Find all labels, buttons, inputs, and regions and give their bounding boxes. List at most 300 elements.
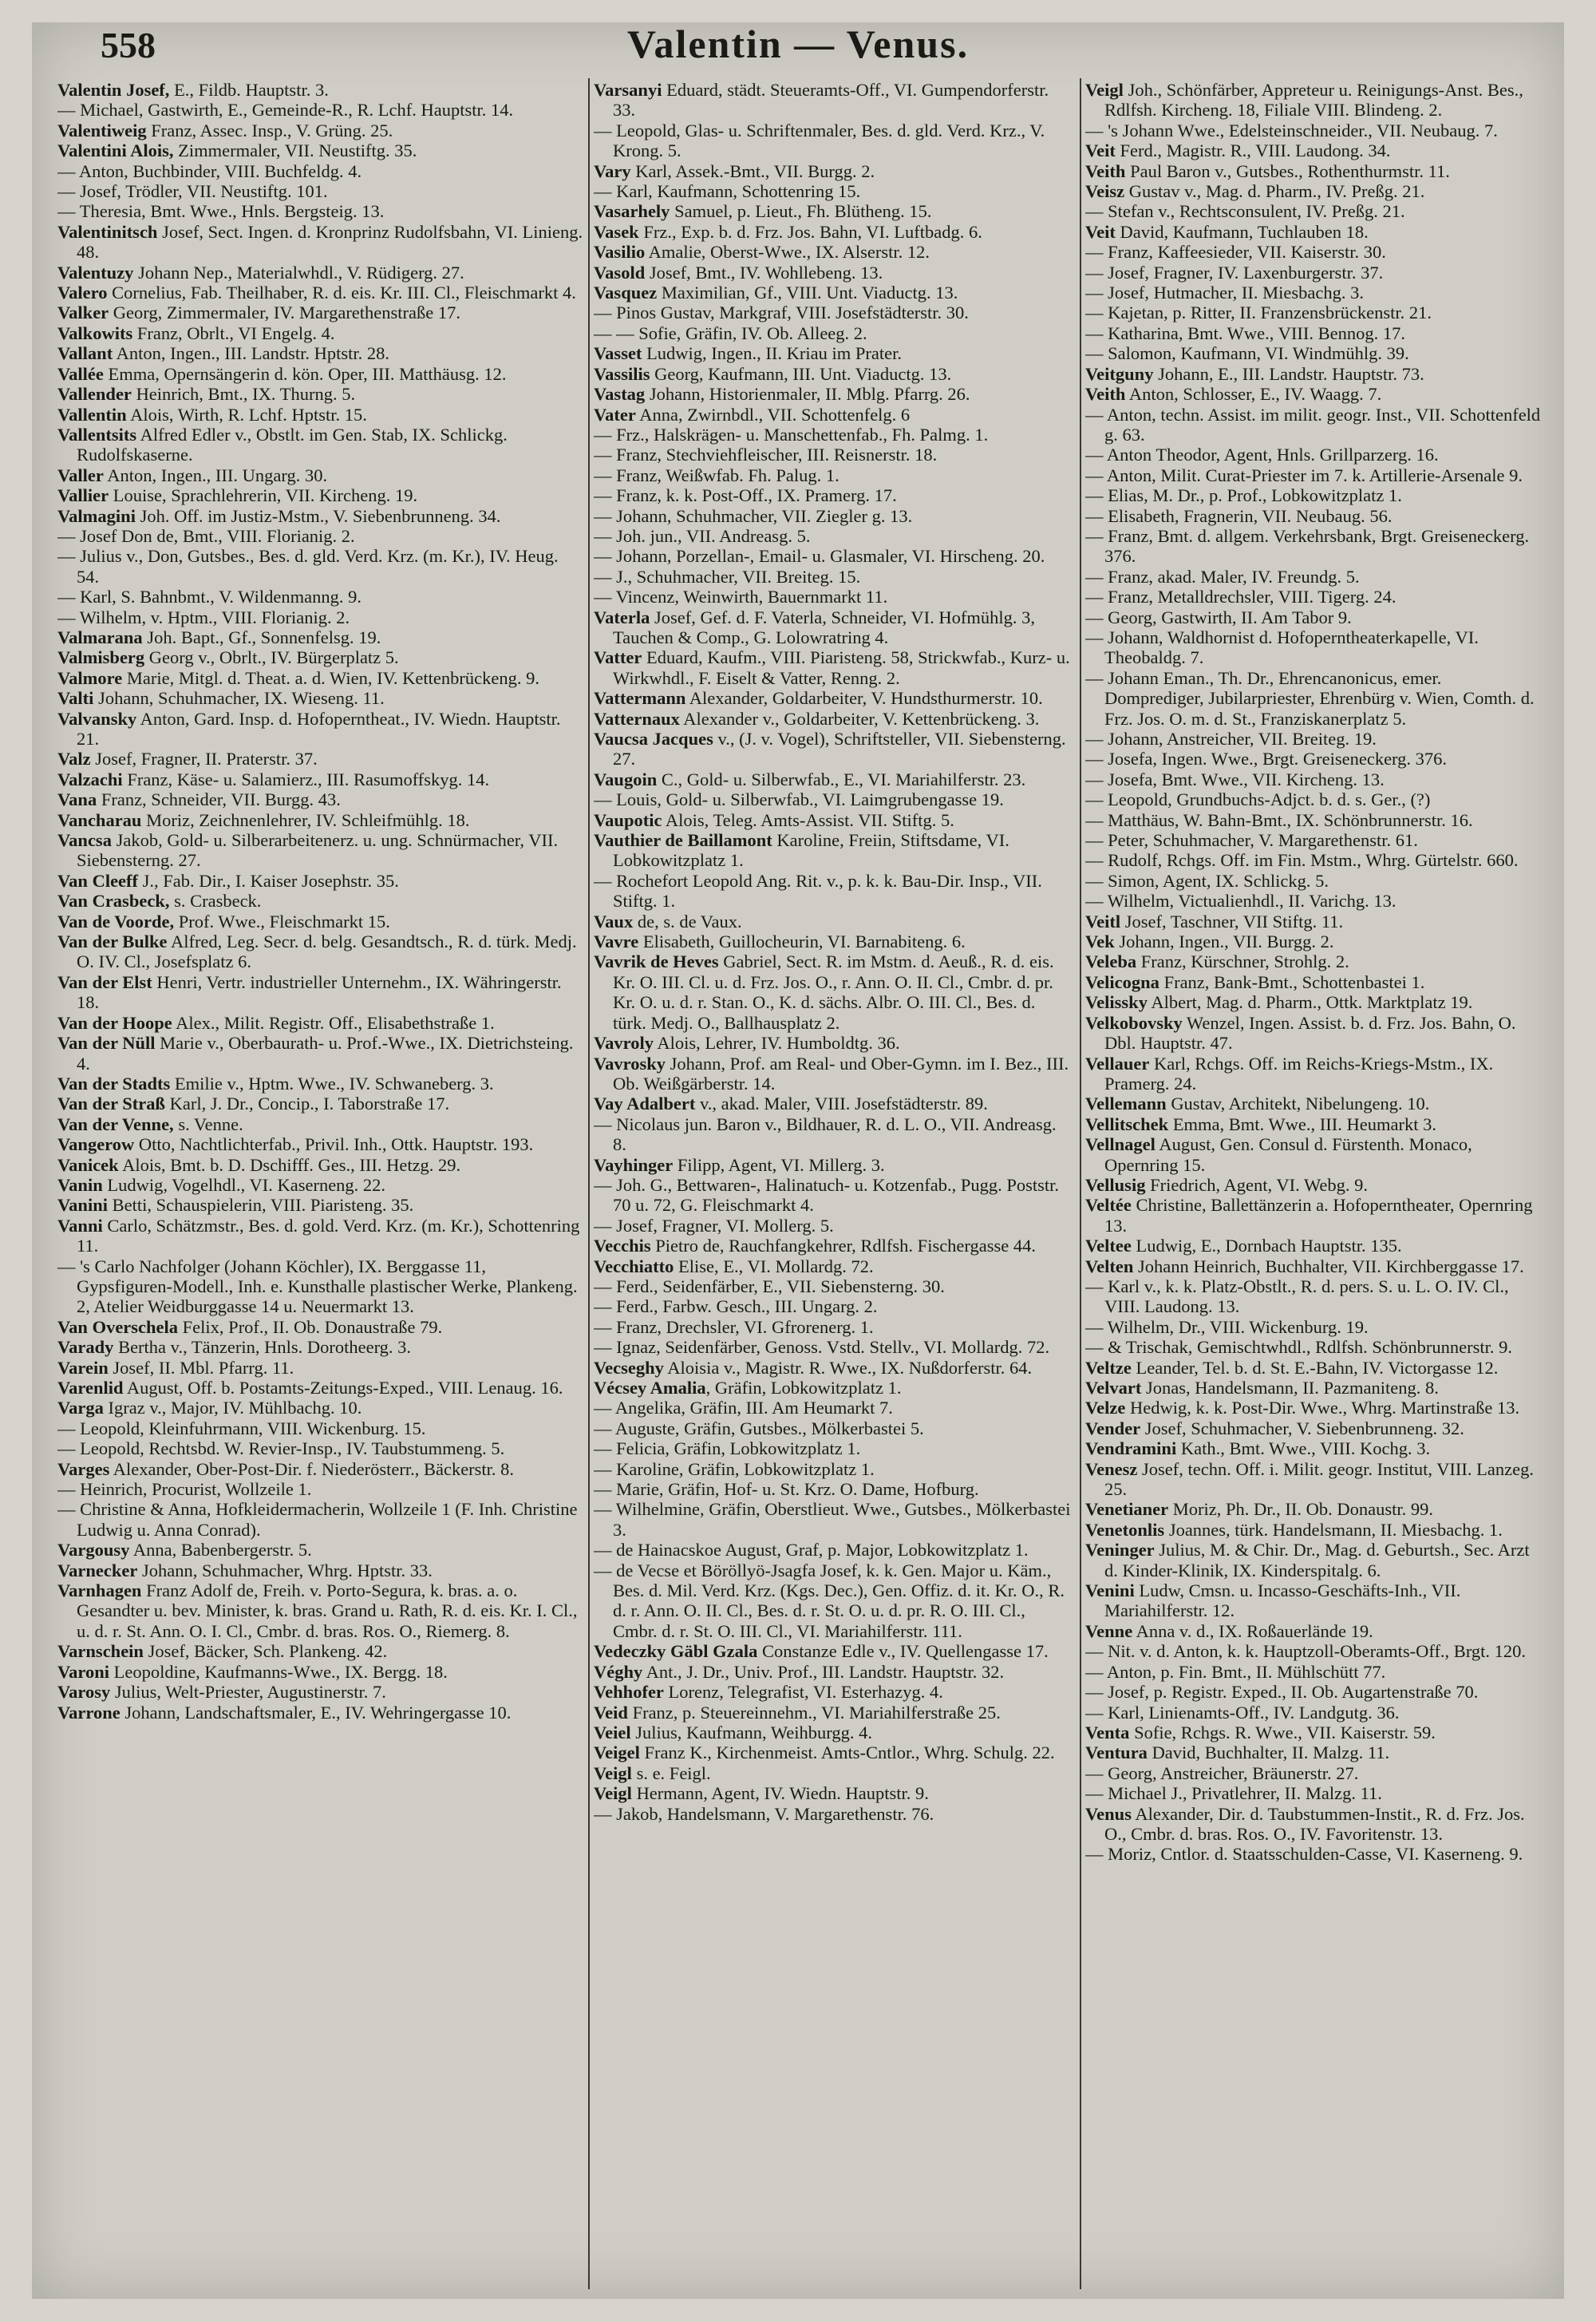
entry-surname: Vary [594, 160, 631, 181]
entry-details: Johann Heinrich, Buchhalter, VII. Kirchberggasse 17. [1133, 1256, 1524, 1276]
entry-details: Josef, Sect. Ingen. d. Kronprinz Rudolfsbahn, VI. Linieng. 48. [77, 221, 583, 263]
entry-details: Johann, Ingen., VII. Burgg. 2. [1114, 932, 1334, 952]
directory-entry [57, 749, 584, 769]
directory-entry [57, 1682, 584, 1702]
entry-details: — Peter, Schuhmacher, V. Margarethenstr. 61. [1085, 830, 1418, 851]
entry-details: Anton, Ingen., III. Ungarg. 30. [103, 465, 328, 485]
directory-entry [1085, 222, 1542, 242]
entry-details: Filipp, Agent, VI. Millerg. 3. [673, 1154, 885, 1175]
directory-entry [594, 445, 1073, 465]
directory-entry [57, 972, 584, 1013]
entry-surname: Vaucsa Jacques [594, 729, 713, 749]
entry-details: Anton, Schlosser, E., IV. Waagg. 7. [1125, 384, 1382, 405]
entry-details: — Auguste, Gräfin, Gutsbes., Mölkerbastei 5. [594, 1418, 924, 1438]
entry-surname: Vaux [594, 911, 634, 932]
directory-entry [1085, 567, 1542, 587]
entry-surname: Varnecker [57, 1560, 138, 1580]
directory-entry [1085, 1499, 1542, 1519]
entry-details: Jonas, Handelsmann, II. Pazmaniteng. 8. [1141, 1378, 1439, 1398]
directory-entry [594, 1804, 1073, 1824]
entry-details: — Ignaz, Seidenfärber, Genoss. Vstd. Stellv., VI. Mollardg. 72. [594, 1337, 1050, 1358]
directory-entry [1085, 729, 1542, 749]
directory-column-2 [594, 80, 1073, 2299]
directory-entry [57, 343, 584, 363]
entry-details: — Ferd., Farbw. Gesch., III. Ungarg. 2. [594, 1296, 878, 1317]
directory-entry [1085, 830, 1542, 850]
entry-details: Georg, Zimmermaler, IV. Margarethenstraße 17. [109, 303, 461, 323]
entry-surname: Velze [1085, 1398, 1126, 1418]
directory-entry [57, 1418, 584, 1438]
directory-entry [1085, 1195, 1542, 1236]
entry-surname: Vasold [594, 262, 646, 283]
entry-details: Franz, Schneider, VII. Burgg. 43. [97, 789, 341, 810]
entry-details: — — Sofie, Gräfin, IV. Ob. Alleeg. 2. [594, 322, 867, 343]
directory-entry [57, 263, 584, 283]
entry-surname: Veit [1085, 221, 1116, 242]
directory-entry [594, 303, 1073, 322]
entry-details: — Franz, akad. Maler, IV. Freundg. 5. [1085, 566, 1360, 587]
entry-details: J., Fab. Dir., I. Kaiser Josephstr. 35. [138, 870, 399, 891]
directory-entry [1085, 323, 1542, 343]
directory-entry [594, 242, 1073, 262]
entry-surname: Valker [57, 303, 109, 323]
entry-surname: Vasquez [594, 283, 658, 303]
directory-entry [1085, 526, 1542, 567]
entry-surname: Valentiweig [57, 120, 147, 140]
directory-entry [57, 1013, 584, 1033]
directory-entry [594, 263, 1073, 283]
entry-details: — Joh. G., Bettwaren-, Halinatuch- u. Kotzenfab., Pugg. Poststr. 70 u. 72, G. Fleischmarkt 4. [594, 1174, 1060, 1216]
entry-details: Alexander, Dir. d. Taubstummen-Instit., R. d. Frz. Jos. O., Cmbr. d. bras. Ros. O., IV. Favoritenstr. 13. [1104, 1803, 1525, 1844]
directory-entry [1085, 1094, 1542, 1114]
directory-entry [57, 506, 584, 526]
entry-details: — 's Carlo Nachfolger (Johann Köchler), IX. Berggasse 11, Gypsfiguren-Modell., Inh. e. Kunsthalle plastischer Werke, Plankeng. 2, Atelier Weidburggasse 14 u. Neuermarkt 13. [57, 1256, 578, 1317]
entry-surname: Vehhofer [594, 1682, 664, 1703]
entry-details: Otto, Nachtlichterfab., Privil. Inh., Ottk. Hauptstr. 193. [134, 1134, 534, 1155]
entry-details: E., Fildb. Hauptstr. 3. [169, 80, 329, 100]
directory-entry [57, 1033, 584, 1074]
entry-details: — Felicia, Gräfin, Lobkowitzplatz 1. [594, 1438, 861, 1459]
directory-entry [1085, 1256, 1542, 1276]
directory-entry [57, 1378, 584, 1398]
entry-details: C., Gold- u. Silberwfab., E., VI. Mariahilferstr. 23. [657, 769, 1026, 789]
directory-entry [594, 1561, 1073, 1642]
entry-surname: Valmisberg [57, 647, 145, 668]
entry-surname: Valmore [57, 667, 123, 688]
directory-entry [57, 627, 584, 647]
directory-entry [594, 1418, 1073, 1438]
entry-surname: Vellemann [1085, 1094, 1167, 1114]
directory-entry [594, 506, 1073, 526]
directory-entry [594, 1033, 1073, 1053]
directory-entry [57, 912, 584, 932]
entry-surname: Veigel [594, 1742, 640, 1763]
entry-details: Moriz, Ph. Dr., II. Ob. Donaustr. 99. [1168, 1499, 1434, 1520]
entry-details: Gustav, Architekt, Nibelungeng. 10. [1166, 1094, 1430, 1114]
entry-details: — Rudolf, Rchgs. Off. im Fin. Mstm., Whrg. Gürtelstr. 660. [1085, 850, 1519, 871]
directory-entry [1085, 1398, 1542, 1418]
directory-entry [594, 1763, 1073, 1783]
entry-details: Kath., Bmt. Wwe., VIII. Kochg. 3. [1176, 1438, 1431, 1459]
directory-entry [57, 546, 584, 587]
entry-details: — Anton, Buchbinder, VIII. Buchfeldg. 4. [57, 160, 362, 181]
entry-details: — Josef, Fragner, IV. Laxenburgerstr. 37. [1085, 262, 1384, 283]
entry-surname: Vallender [57, 384, 132, 405]
entry-details: — Franz, Drechsler, VI. Gfrorenerg. 1. [594, 1316, 874, 1337]
entry-details: — Josef, Trödler, VII. Neustiftg. 101. [57, 181, 328, 202]
entry-details: — Vincenz, Weinwirth, Bauernmarkt 11. [594, 587, 888, 607]
directory-entry [57, 1155, 584, 1175]
entry-details: Eduard, Kaufm., VIII. Piaristeng. 58, Strickwfab., Kurz- u. Wirkwhdl., F. Eiselt & Vatter, Renng. 2. [613, 647, 1070, 688]
entry-details: — Franz, k. k. Post-Off., IX. Pramerg. 17. [594, 485, 897, 506]
entry-details: — Louis, Gold- u. Silberwfab., VI. Laimgrubengasse 19. [594, 789, 1004, 810]
entry-surname: Vallier [57, 485, 109, 506]
directory-entry [594, 546, 1073, 566]
directory-entry [57, 485, 584, 505]
directory-entry [594, 912, 1073, 932]
entry-surname: Varsanyi [594, 80, 662, 100]
entry-details: — Leopold, Kleinfuhrmann, VIII. Wickenburg. 15. [57, 1418, 426, 1438]
directory-entry [594, 1703, 1073, 1723]
entry-surname: Vender [1085, 1418, 1141, 1438]
entry-details: — 's Johann Wwe., Edelsteinschneider., VII. Neubaug. 7. [1085, 120, 1498, 140]
entry-details: — Karoline, Gräfin, Lobkowitzplatz 1. [594, 1458, 875, 1479]
directory-entry [57, 709, 584, 750]
entry-surname: Veigl [594, 1783, 632, 1804]
entry-surname: Van der Straß [57, 1094, 166, 1114]
directory-entry [594, 1276, 1073, 1296]
directory-entry [1085, 951, 1542, 971]
directory-entry [594, 1499, 1073, 1540]
entry-surname: Valmagini [57, 505, 136, 526]
entry-details: Joh., Schönfärber, Appreteur u. Reinigungs-Anst. Bes., Rdlfsh. Kircheng. 18, Filiale VIII. Blindeng. 2. [1104, 80, 1523, 121]
entry-surname: Vangerow [57, 1134, 135, 1155]
entry-details: Albert, Mag. d. Pharm., Ottk. Marktplatz 19. [1147, 992, 1473, 1013]
entry-surname: Valmarana [57, 627, 143, 647]
entry-surname: Venus [1085, 1803, 1132, 1824]
directory-entry [594, 201, 1073, 221]
entry-details: Carlo, Schätzmstr., Bes. d. gold. Verd. Krz. (m. Kr.), Schottenring 11. [77, 1215, 580, 1256]
entry-surname: Valentini Alois, [57, 140, 174, 161]
entry-details: — Ferd., Seidenfärber, E., VII. Siebensterng. 30. [594, 1276, 945, 1296]
entry-surname: Valz [57, 749, 91, 769]
entry-surname: Vaugoin [594, 769, 658, 789]
entry-surname: Venetonlis [1085, 1519, 1165, 1540]
directory-entry [1085, 1641, 1542, 1661]
entry-surname: Vasilio [594, 242, 646, 263]
directory-entry [57, 201, 584, 221]
entry-surname: Varga [57, 1398, 104, 1418]
directory-entry [594, 364, 1073, 384]
entry-details: Sofie, Rchgs. R. Wwe., VII. Kaiserstr. 59. [1129, 1722, 1436, 1742]
directory-entry [1085, 263, 1542, 283]
directory-entry [594, 1459, 1073, 1479]
entry-details: Franz, p. Steuereinnehm., VI. Mariahilferstraße 25. [627, 1702, 1001, 1723]
directory-entry [57, 1662, 584, 1682]
entry-details: — Wilhelm, Victualienhdl., II. Varichg. 13. [1085, 891, 1396, 912]
directory-entry [57, 1114, 584, 1134]
entry-details: — Katharina, Bmt. Wwe., VIII. Bennog. 17. [1085, 322, 1405, 343]
entry-details: Josef, techn. Off. i. Milit. geogr. Institut, VIII. Lanzeg. 25. [1104, 1458, 1534, 1500]
directory-entry [57, 1317, 584, 1337]
entry-details: — Josef, Fragner, VI. Mollerg. 5. [594, 1215, 834, 1236]
directory-entry [57, 587, 584, 607]
entry-details: Anna v. d., IX. Roßauerlände 19. [1132, 1620, 1373, 1641]
entry-details: — Michael, Gastwirth, E., Gemeinde-R., R. Lchf. Hauptstr. 14. [57, 100, 514, 121]
directory-entry [594, 789, 1073, 809]
entry-details: Maximilian, Gf., VIII. Unt. Viaductg. 13. [657, 283, 958, 303]
entry-surname: Van der Elst [57, 971, 152, 992]
entry-surname: Vedeczky Gäbl Gzala [594, 1641, 758, 1662]
directory-entry [1085, 587, 1542, 607]
entry-surname: Vek [1085, 932, 1115, 952]
directory-entry [1085, 485, 1542, 505]
entry-details: Wenzel, Ingen. Assist. b. d. Frz. Jos. Bahn, O. Dbl. Hauptstr. 47. [1104, 1012, 1516, 1054]
directory-entry [57, 1094, 584, 1114]
directory-entry [1085, 445, 1542, 465]
directory-entry [57, 668, 584, 688]
entry-details: v., (J. v. Vogel), Schriftsteller, VII. Siebensterng. 27. [613, 729, 1066, 769]
entry-details: August, Off. b. Postamts-Zeitungs-Exped., VIII. Lenaug. 16. [123, 1378, 563, 1398]
entry-details: Ludwig, Ingen., II. Kriau im Prater. [642, 343, 902, 364]
directory-entry [57, 425, 584, 465]
entry-details: Franz, Käse- u. Salamierz., III. Rasumoffskyg. 14. [122, 769, 490, 789]
entry-surname: Vattermann [594, 688, 686, 709]
directory-entry [594, 1540, 1073, 1560]
entry-details: Marie, Mitgl. d. Theat. a. d. Wien, IV. Kettenbrückeng. 9. [122, 667, 539, 688]
entry-details: — Georg, Gastwirth, II. Am Tabor 9. [1085, 607, 1352, 627]
entry-surname: Vavroly [594, 1033, 654, 1054]
directory-entry [57, 932, 584, 972]
entry-surname: Veid [594, 1702, 628, 1723]
directory-entry [594, 607, 1073, 648]
entry-details: — Franz, Stechviehfleischer, III. Reisnerstr. 18. [594, 445, 938, 465]
entry-details: Emma, Opernsängerin d. kön. Oper, III. Matthäusg. 12. [103, 363, 507, 384]
entry-surname: Van der Venne, [57, 1114, 174, 1134]
directory-entry [1085, 932, 1542, 951]
directory-entry [57, 769, 584, 789]
entry-details: Johann Nep., Materialwhdl., V. Rüdigerg. 27. [133, 262, 464, 283]
directory-entry [594, 810, 1073, 830]
entry-surname: Veiel [594, 1722, 631, 1742]
entry-surname: Varges [57, 1458, 110, 1479]
entry-details: Friedrich, Agent, VI. Webg. 9. [1145, 1174, 1369, 1195]
directory-entry [594, 1296, 1073, 1316]
entry-surname: Vécsey Amalia [594, 1378, 706, 1398]
entry-details: — Johann, Anstreicher, VII. Breiteg. 19. [1085, 729, 1377, 749]
entry-surname: Vecchis [594, 1236, 651, 1256]
entry-surname: Véghy [594, 1661, 643, 1682]
entry-surname: Vecchiatto [594, 1256, 674, 1276]
directory-entry [57, 1703, 584, 1723]
entry-details: Betti, Schauspielerin, VIII. Piaristeng. 35. [107, 1195, 414, 1216]
entry-details: Lorenz, Telegrafist, VI. Esterhazyg. 4. [663, 1682, 943, 1703]
page-number: 558 [101, 25, 156, 65]
entry-details: — Franz, Kaffeesieder, VII. Kaiserstr. 30. [1085, 242, 1386, 263]
directory-entry [57, 1479, 584, 1499]
entry-details: — Jakob, Handelsmann, V. Margarethenstr. 76. [594, 1803, 934, 1824]
entry-details: Jakob, Gold- u. Silberarbeitenerz. u. ung. Schnürmacher, VII. Siebensterng. 27. [77, 830, 559, 871]
directory-entry [1085, 303, 1542, 322]
entry-details: Franz K., Kirchenmeist. Amts-Cntlor., Whrg. Schulg. 22. [639, 1742, 1055, 1763]
entry-surname: Velvart [1085, 1378, 1142, 1398]
directory-entry [1085, 181, 1542, 201]
directory-entry [1085, 749, 1542, 769]
entry-details: Joh. Bapt., Gf., Sonnenfelsg. 19. [142, 627, 381, 647]
entry-details: — Josefa, Ingen. Wwe., Brgt. Greiseneckerg. 376. [1085, 749, 1448, 769]
entry-details: August, Gen. Consul d. Fürstenth. Monaco, Opernring 15. [1104, 1134, 1472, 1175]
entry-surname: Vellauer [1085, 1053, 1150, 1074]
directory-entry [1085, 607, 1542, 627]
entry-details: Leopoldine, Kaufmanns-Wwe., IX. Bergg. 18. [109, 1661, 448, 1682]
entry-details: David, Buchhalter, II. Malzg. 11. [1147, 1742, 1390, 1763]
entry-surname: Vargousy [57, 1540, 130, 1561]
entry-surname: Veltée [1085, 1195, 1132, 1216]
entry-surname: Venetianer [1085, 1499, 1169, 1520]
entry-surname: Varnhagen [57, 1580, 142, 1601]
directory-entry [594, 1662, 1073, 1682]
directory-entry [1085, 80, 1542, 121]
entry-details: — Georg, Anstreicher, Bräunerstr. 27. [1085, 1762, 1359, 1783]
entry-details: Ludwig, Vogelhdl., VI. Kaserneng. 22. [102, 1174, 386, 1195]
entry-details: Joh. Off. im Justiz-Mstm., V. Siebenbrunneng. 34. [135, 505, 501, 526]
directory-entry [1085, 121, 1542, 140]
entry-details: Franz Adolf de, Freih. v. Porto-Segura, k. bras. a. o. Gesandter u. bev. Minister, k. bras. Grand u. Rath, R. d. eis. Kr. I. Cl., u. d. r. St. Ann. O. I. Cl., Cmbr. d. bras. Ros. O., Riemerg. 8. [77, 1580, 578, 1641]
entry-details: Johann, E., III. Landstr. Hauptstr. 73. [1153, 363, 1424, 384]
directory-entry [1085, 405, 1542, 445]
entry-details: Aloisia v., Magistr. R. Wwe., IX. Nußdorferstr. 64. [663, 1357, 1033, 1378]
directory-entry [594, 1114, 1073, 1155]
entry-surname: Valler [57, 465, 104, 485]
entry-details: — Theresia, Bmt. Wwe., Hnls. Bergsteig. 13. [57, 201, 385, 222]
directory-entry [1085, 1742, 1542, 1762]
directory-entry [594, 384, 1073, 404]
entry-surname: Varady [57, 1337, 114, 1358]
directory-entry [594, 1236, 1073, 1256]
directory-entry [57, 1459, 584, 1479]
entry-details: Prof. Wwe., Fleischmarkt 15. [174, 911, 390, 932]
directory-entry [1085, 972, 1542, 992]
entry-details: Josef, Fragner, II. Praterstr. 37. [90, 749, 318, 769]
directory-entry [1085, 1763, 1542, 1783]
directory-entry [594, 283, 1073, 303]
entry-details: — Stefan v., Rechtsconsulent, IV. Preßg. 21. [1085, 201, 1405, 222]
entry-surname: Vauthier de Baillamont [594, 830, 772, 851]
directory-entry [57, 121, 584, 140]
directory-entry [594, 181, 1073, 201]
directory-entry [57, 323, 584, 343]
directory-entry [594, 1155, 1073, 1175]
entry-surname: Velkobovsky [1085, 1012, 1183, 1033]
entry-surname: Van der Stadts [57, 1073, 171, 1094]
entry-details: Josef, Gef. d. F. Vaterla, Schneider, VI. Hofmühlg. 3, Tauchen & Comp., G. Lolowratring 4. [613, 607, 1036, 647]
entry-details: Bertha v., Tänzerin, Hnls. Dorotheerg. 3. [113, 1337, 412, 1358]
directory-entry [594, 1054, 1073, 1094]
directory-entry [1085, 201, 1542, 221]
entry-surname: Ventura [1085, 1742, 1148, 1763]
entry-details: Johann, Schuhmacher, IX. Wieseng. 11. [93, 688, 385, 709]
entry-details: Frz., Exp. b. d. Frz. Jos. Bahn, VI. Luftbadg. 6. [638, 221, 982, 242]
directory-entry [1085, 1438, 1542, 1458]
directory-entry [594, 323, 1073, 343]
entry-details: — Karl, Linienamts-Off., IV. Landgutg. 36. [1085, 1702, 1400, 1723]
entry-details: Ferd., Magistr. R., VIII. Laudong. 34. [1115, 140, 1391, 161]
entry-details: Josef, Schuhmacher, V. Siebenbrunneng. 32. [1140, 1418, 1464, 1438]
entry-details: — Karl, Kaufmann, Schottenring 15. [594, 181, 861, 202]
entry-details: — Joh. jun., VII. Andreasg. 5. [594, 525, 811, 546]
entry-surname: Venta [1085, 1722, 1130, 1742]
directory-entry [1085, 1804, 1542, 1845]
entry-details: — Anton, p. Fin. Bmt., II. Mühlschütt 77. [1085, 1661, 1386, 1682]
directory-entry [57, 688, 584, 708]
directory-entry [1085, 1054, 1542, 1094]
directory-entry [594, 871, 1073, 912]
entry-surname: Varrone [57, 1702, 120, 1723]
entry-surname: Veigl [1085, 80, 1124, 100]
directory-entry [57, 303, 584, 322]
entry-surname: Valti [57, 688, 94, 709]
entry-details: — Heinrich, Procurist, Wollzeile 1. [57, 1479, 312, 1500]
directory-entry [594, 1256, 1073, 1276]
directory-entry [1085, 1175, 1542, 1195]
entry-details: Josef, Taschner, VII Stiftg. 11. [1120, 911, 1344, 932]
entry-details: Karl, Rchgs. Off. im Reichs-Kriegs-Mstm., IX. Pramerg. 24. [1104, 1053, 1494, 1094]
directory-entry [594, 1398, 1073, 1418]
entry-details: Louise, Sprachlehrerin, VII. Kircheng. 19. [109, 485, 418, 506]
entry-details: — Simon, Agent, IX. Schlickg. 5. [1085, 870, 1329, 891]
entry-details: — Anton, Milit. Curat-Priester im 7. k. Artillerie-Arsenale 9. [1085, 465, 1523, 485]
entry-surname: Van der Nüll [57, 1033, 156, 1054]
entry-details: Alois, Bmt. b. D. Dschifff. Ges., III. Hetzg. 29. [118, 1154, 461, 1175]
entry-surname: Vater [594, 404, 636, 425]
entry-surname: Varenlid [57, 1378, 124, 1398]
directory-entry [1085, 627, 1542, 668]
entry-details: de, s. de Vaux. [633, 911, 742, 932]
entry-surname: Velissky [1085, 992, 1148, 1013]
entry-details: Moriz, Zeichnenlehrer, IV. Schleifmühlg. 18. [141, 809, 470, 830]
entry-details: Josef, II. Mbl. Pfarrg. 11. [108, 1357, 294, 1378]
entry-details: Constanze Edle v., IV. Quellengasse 17. [757, 1641, 1049, 1662]
directory-entry [594, 1094, 1073, 1114]
entry-details: — Salomon, Kaufmann, VI. Windmühlg. 39. [1085, 343, 1409, 364]
directory-entry [1085, 1783, 1542, 1803]
entry-surname: Venne [1085, 1620, 1133, 1641]
directory-entry [1085, 871, 1542, 891]
entry-details: — Anton, techn. Assist. im milit. geogr. Inst., VII. Schottenfeld g. 63. [1085, 404, 1541, 445]
entry-details: Zimmermaler, VII. Neustiftg. 35. [173, 140, 417, 161]
entry-details: Franz, Assec. Insp., V. Grüng. 25. [146, 120, 393, 140]
entry-details: , Gräfin, Lobkowitzplatz 1. [705, 1378, 902, 1398]
entry-details: Samuel, p. Lieut., Fh. Blütheng. 15. [670, 201, 932, 222]
entry-details: — Nit. v. d. Anton, k. k. Hauptzoll-Oberamts-Off., Brgt. 120. [1085, 1641, 1527, 1662]
directory-entry [1085, 1418, 1542, 1438]
entry-details: — Johann, Porzellan-, Email- u. Glasmaler, VI. Hirscheng. 20. [594, 546, 1045, 567]
entry-details: v., akad. Maler, VIII. Josefstädterstr. 89. [695, 1094, 988, 1114]
entry-surname: Van der Bulke [57, 932, 168, 952]
directory-entry [1085, 465, 1542, 485]
entry-details: Johann, Prof. am Real- und Ober-Gymn. im I. Bez., III. Ob. Weißgärberstr. 14. [613, 1053, 1069, 1094]
entry-details: — Marie, Gräfin, Hof- u. St. Krz. O. Dame, Hofburg. [594, 1479, 979, 1500]
directory-entry [594, 830, 1073, 871]
entry-surname: Veleba [1085, 951, 1137, 972]
directory-entry [1085, 810, 1542, 830]
directory-entry [594, 121, 1073, 161]
entry-surname: Vancsa [57, 830, 112, 851]
directory-entry [57, 283, 584, 303]
entry-details: — Karl, S. Bahnbmt., V. Wildenmanng. 9. [57, 587, 361, 607]
entry-details: Hermann, Agent, IV. Wiedn. Hauptstr. 9. [631, 1783, 929, 1804]
directory-entry [1085, 1358, 1542, 1378]
